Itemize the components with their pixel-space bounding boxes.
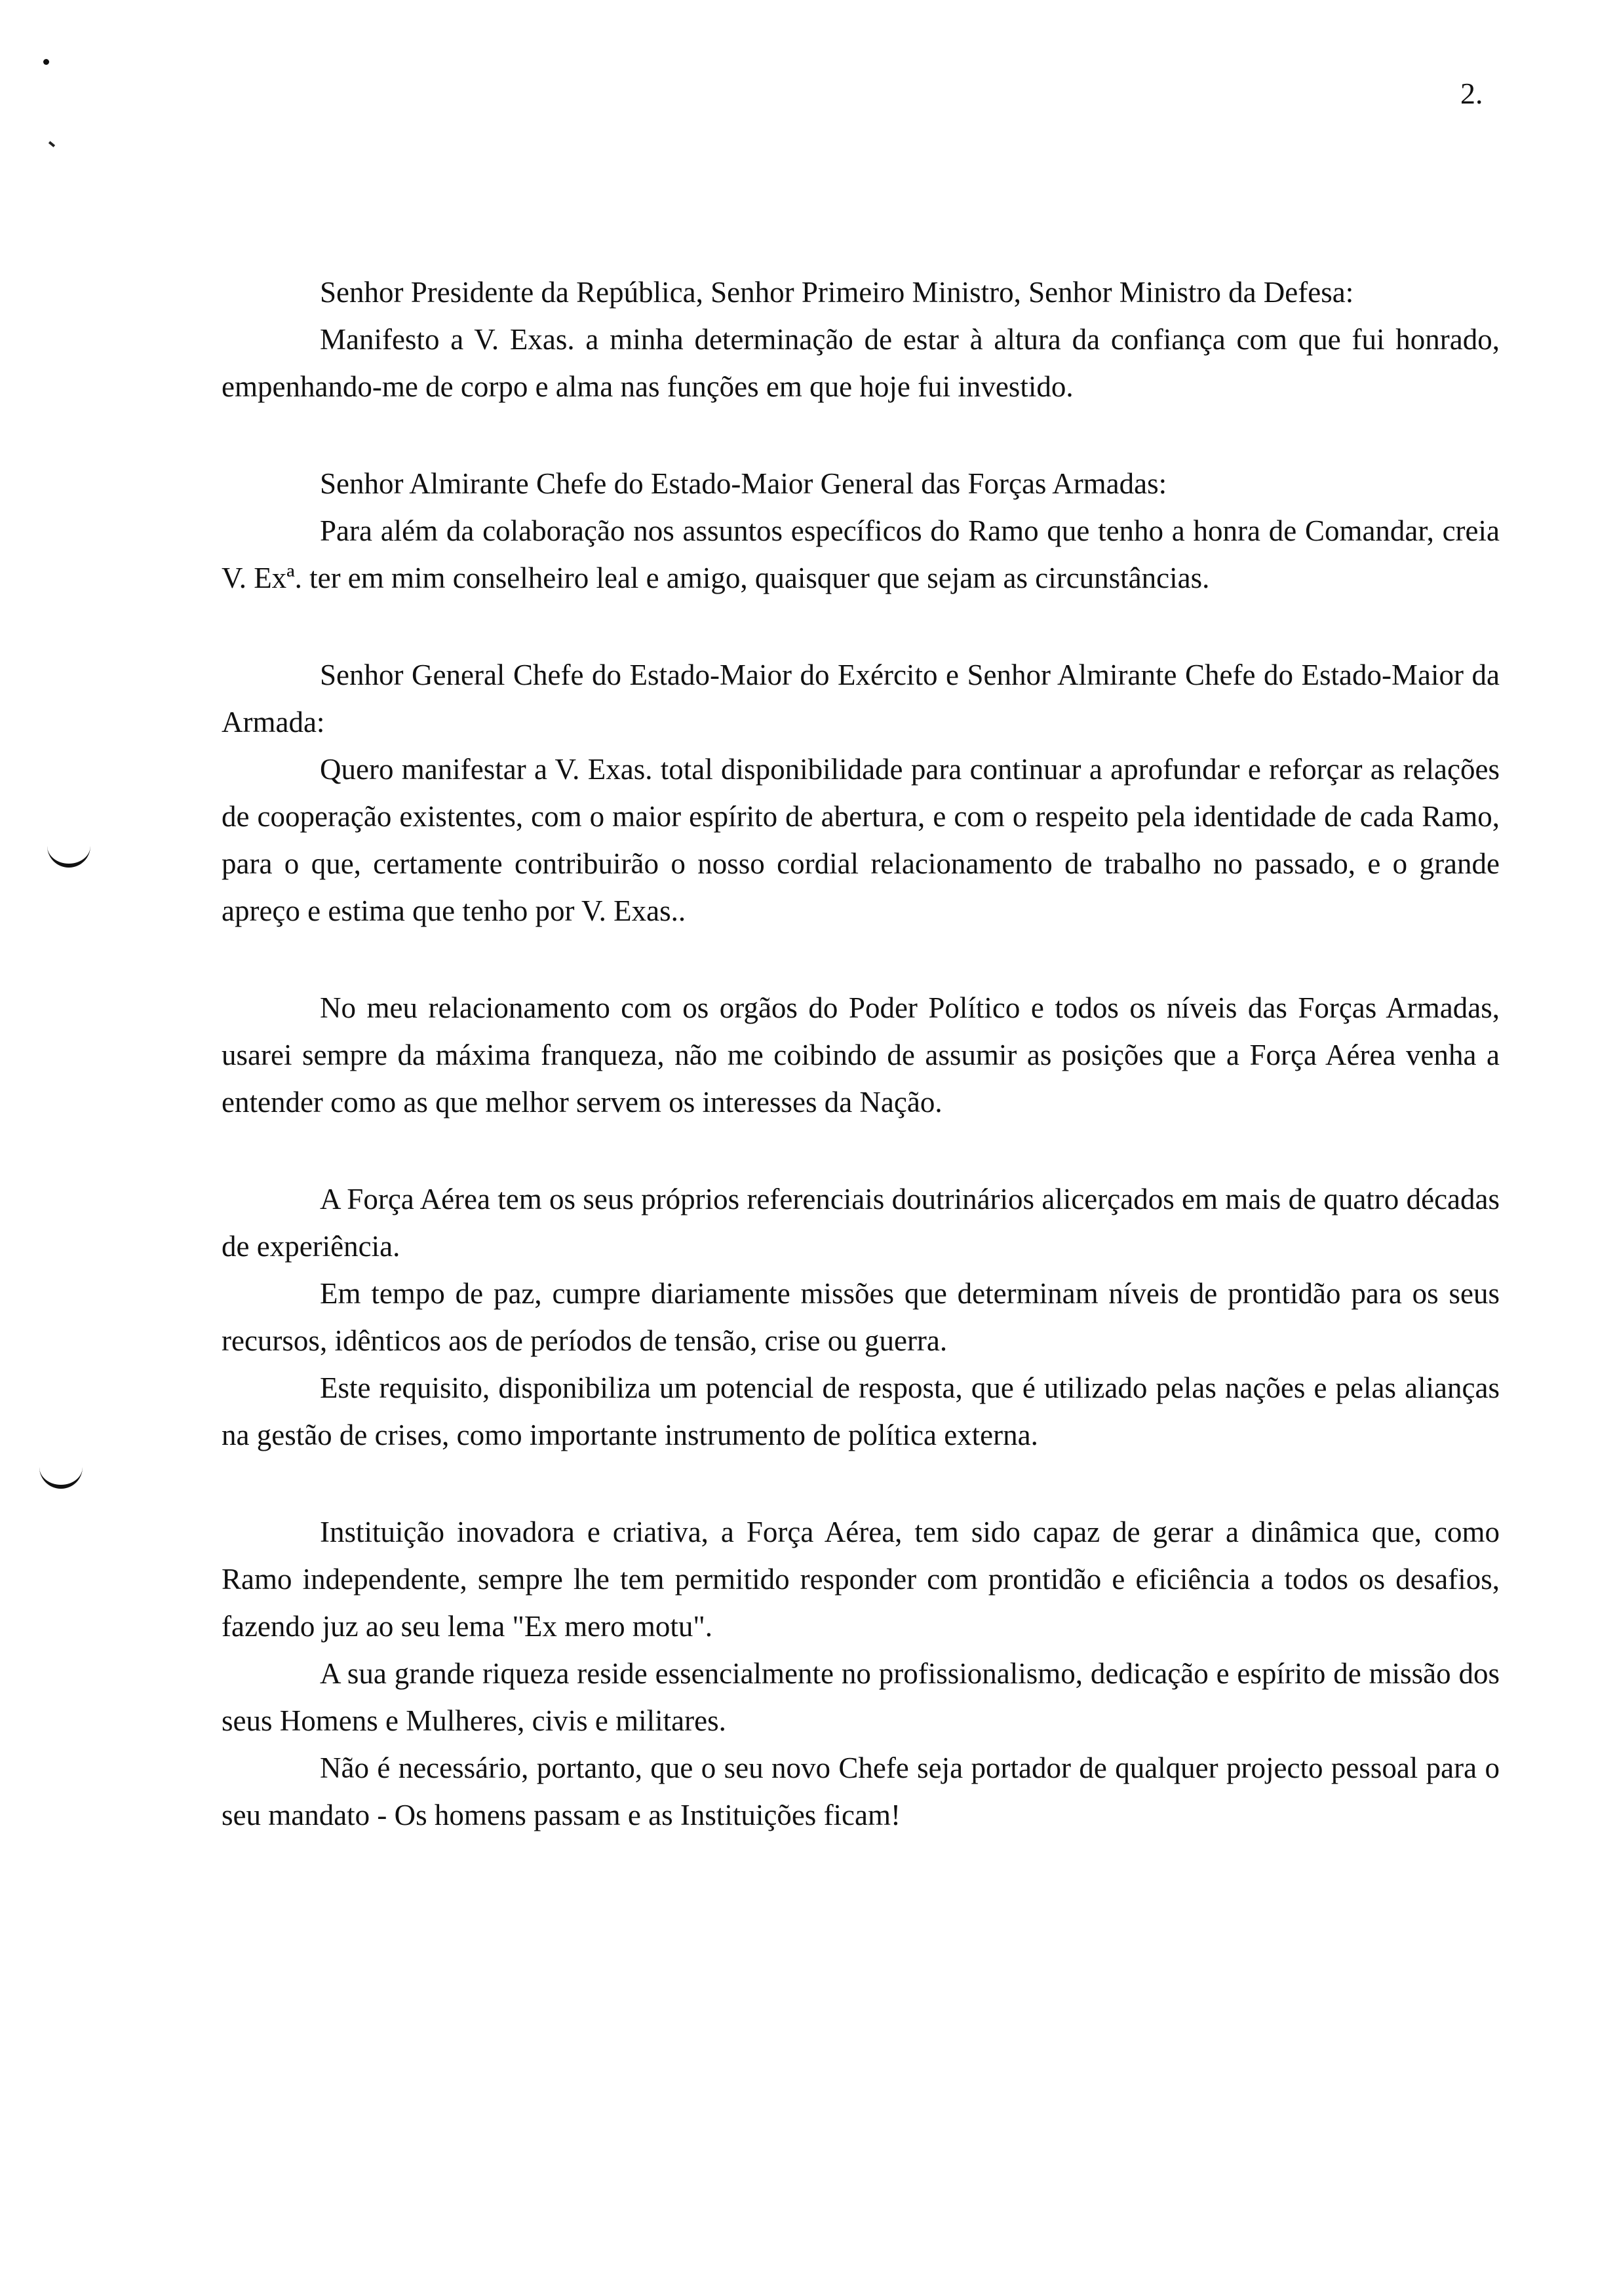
- section-presidente: [222, 269, 1500, 410]
- scan-dot-mark: [43, 59, 49, 65]
- paragraph: Para além da colaboração nos assuntos específicos do Ramo que tenho a honra de Comandar, creia V. Exª. ter em mim conselheiro leal e amigo, quaisquer que sejam as circunstâncias.: [222, 514, 1500, 594]
- paragraph: Senhor Almirante Chefe do Estado-Maior General das Forças Armadas:: [320, 467, 1167, 500]
- paragraph: No meu relacionamento com os orgãos do Poder Político e todos os níveis das Forças Armadas, usarei sempre da máxima franqueza, não me coibindo de assumir as posições que a Força Aérea venha a entender como as que melhor servem os interesses da Nação.: [222, 991, 1500, 1119]
- section-forca-aerea: [222, 1176, 1500, 1459]
- paragraph: Manifesto a V. Exas. a minha determinação de estar à altura da confiança com que fui honrado, empenhando-me de corpo e alma nas funções em que hoje fui investido.: [222, 323, 1500, 403]
- paragraph: Este requisito, disponibiliza um potencial de resposta, que é utilizado pelas nações e pelas alianças na gestão de crises, como importante instrumento de política externa.: [222, 1371, 1500, 1451]
- scan-curve-mark: [39, 1465, 83, 1489]
- paragraph: Instituição inovadora e criativa, a Força Aérea, tem sido capaz de gerar a dinâmica que, como Ramo independente, sempre lhe tem permitido responder com prontidão e eficiência a todos os desafios, fazendo juz ao seu lema "Ex mero motu".: [222, 1516, 1500, 1643]
- section-poder-politico: [222, 984, 1500, 1126]
- paragraph: A sua grande riqueza reside essencialmente no profissionalismo, dedicação e espírito de missão dos seus Homens e Mulheres, civis e militares.: [222, 1657, 1500, 1737]
- section-almirante-cemgfa: [222, 460, 1500, 602]
- paragraph: Em tempo de paz, cumpre diariamente missões que determinam níveis de prontidão para os seus recursos, idênticos aos de períodos de tensão, crise ou guerra.: [222, 1277, 1500, 1357]
- paragraph: A Força Aérea tem os seus próprios referenciais doutrinários alicerçados em mais de quatro décadas de experiência.: [222, 1183, 1500, 1263]
- page-number: 2.: [1460, 77, 1483, 110]
- paragraph: Quero manifestar a V. Exas. total disponibilidade para continuar a aprofundar e reforçar as relações de cooperação existentes, com o maior espírito de abertura, e com o respeito pela identidade de cada Ramo, para o que, certamente contribuirão o nosso cordial relacionamento de trabalho no passado, e o grande apreço e estima que tenho por V. Exas..: [222, 753, 1500, 927]
- paragraph: Senhor General Chefe do Estado-Maior do Exército e Senhor Almirante Chefe do Estado-Maior da Armada:: [222, 659, 1500, 738]
- scan-tick-mark: [49, 141, 55, 147]
- scan-curve-mark: [47, 844, 90, 868]
- section-instituicao: [222, 1508, 1500, 1839]
- document-body: [222, 269, 1500, 1888]
- paragraph: Não é necessário, portanto, que o seu novo Chefe seja portador de qualquer projecto pessoal para o seu mandato - Os homens passam e as Instituições ficam!: [222, 1751, 1500, 1831]
- paragraph: Senhor Presidente da República, Senhor Primeiro Ministro, Senhor Ministro da Defesa:: [320, 276, 1354, 309]
- section-general-almirante: [222, 651, 1500, 934]
